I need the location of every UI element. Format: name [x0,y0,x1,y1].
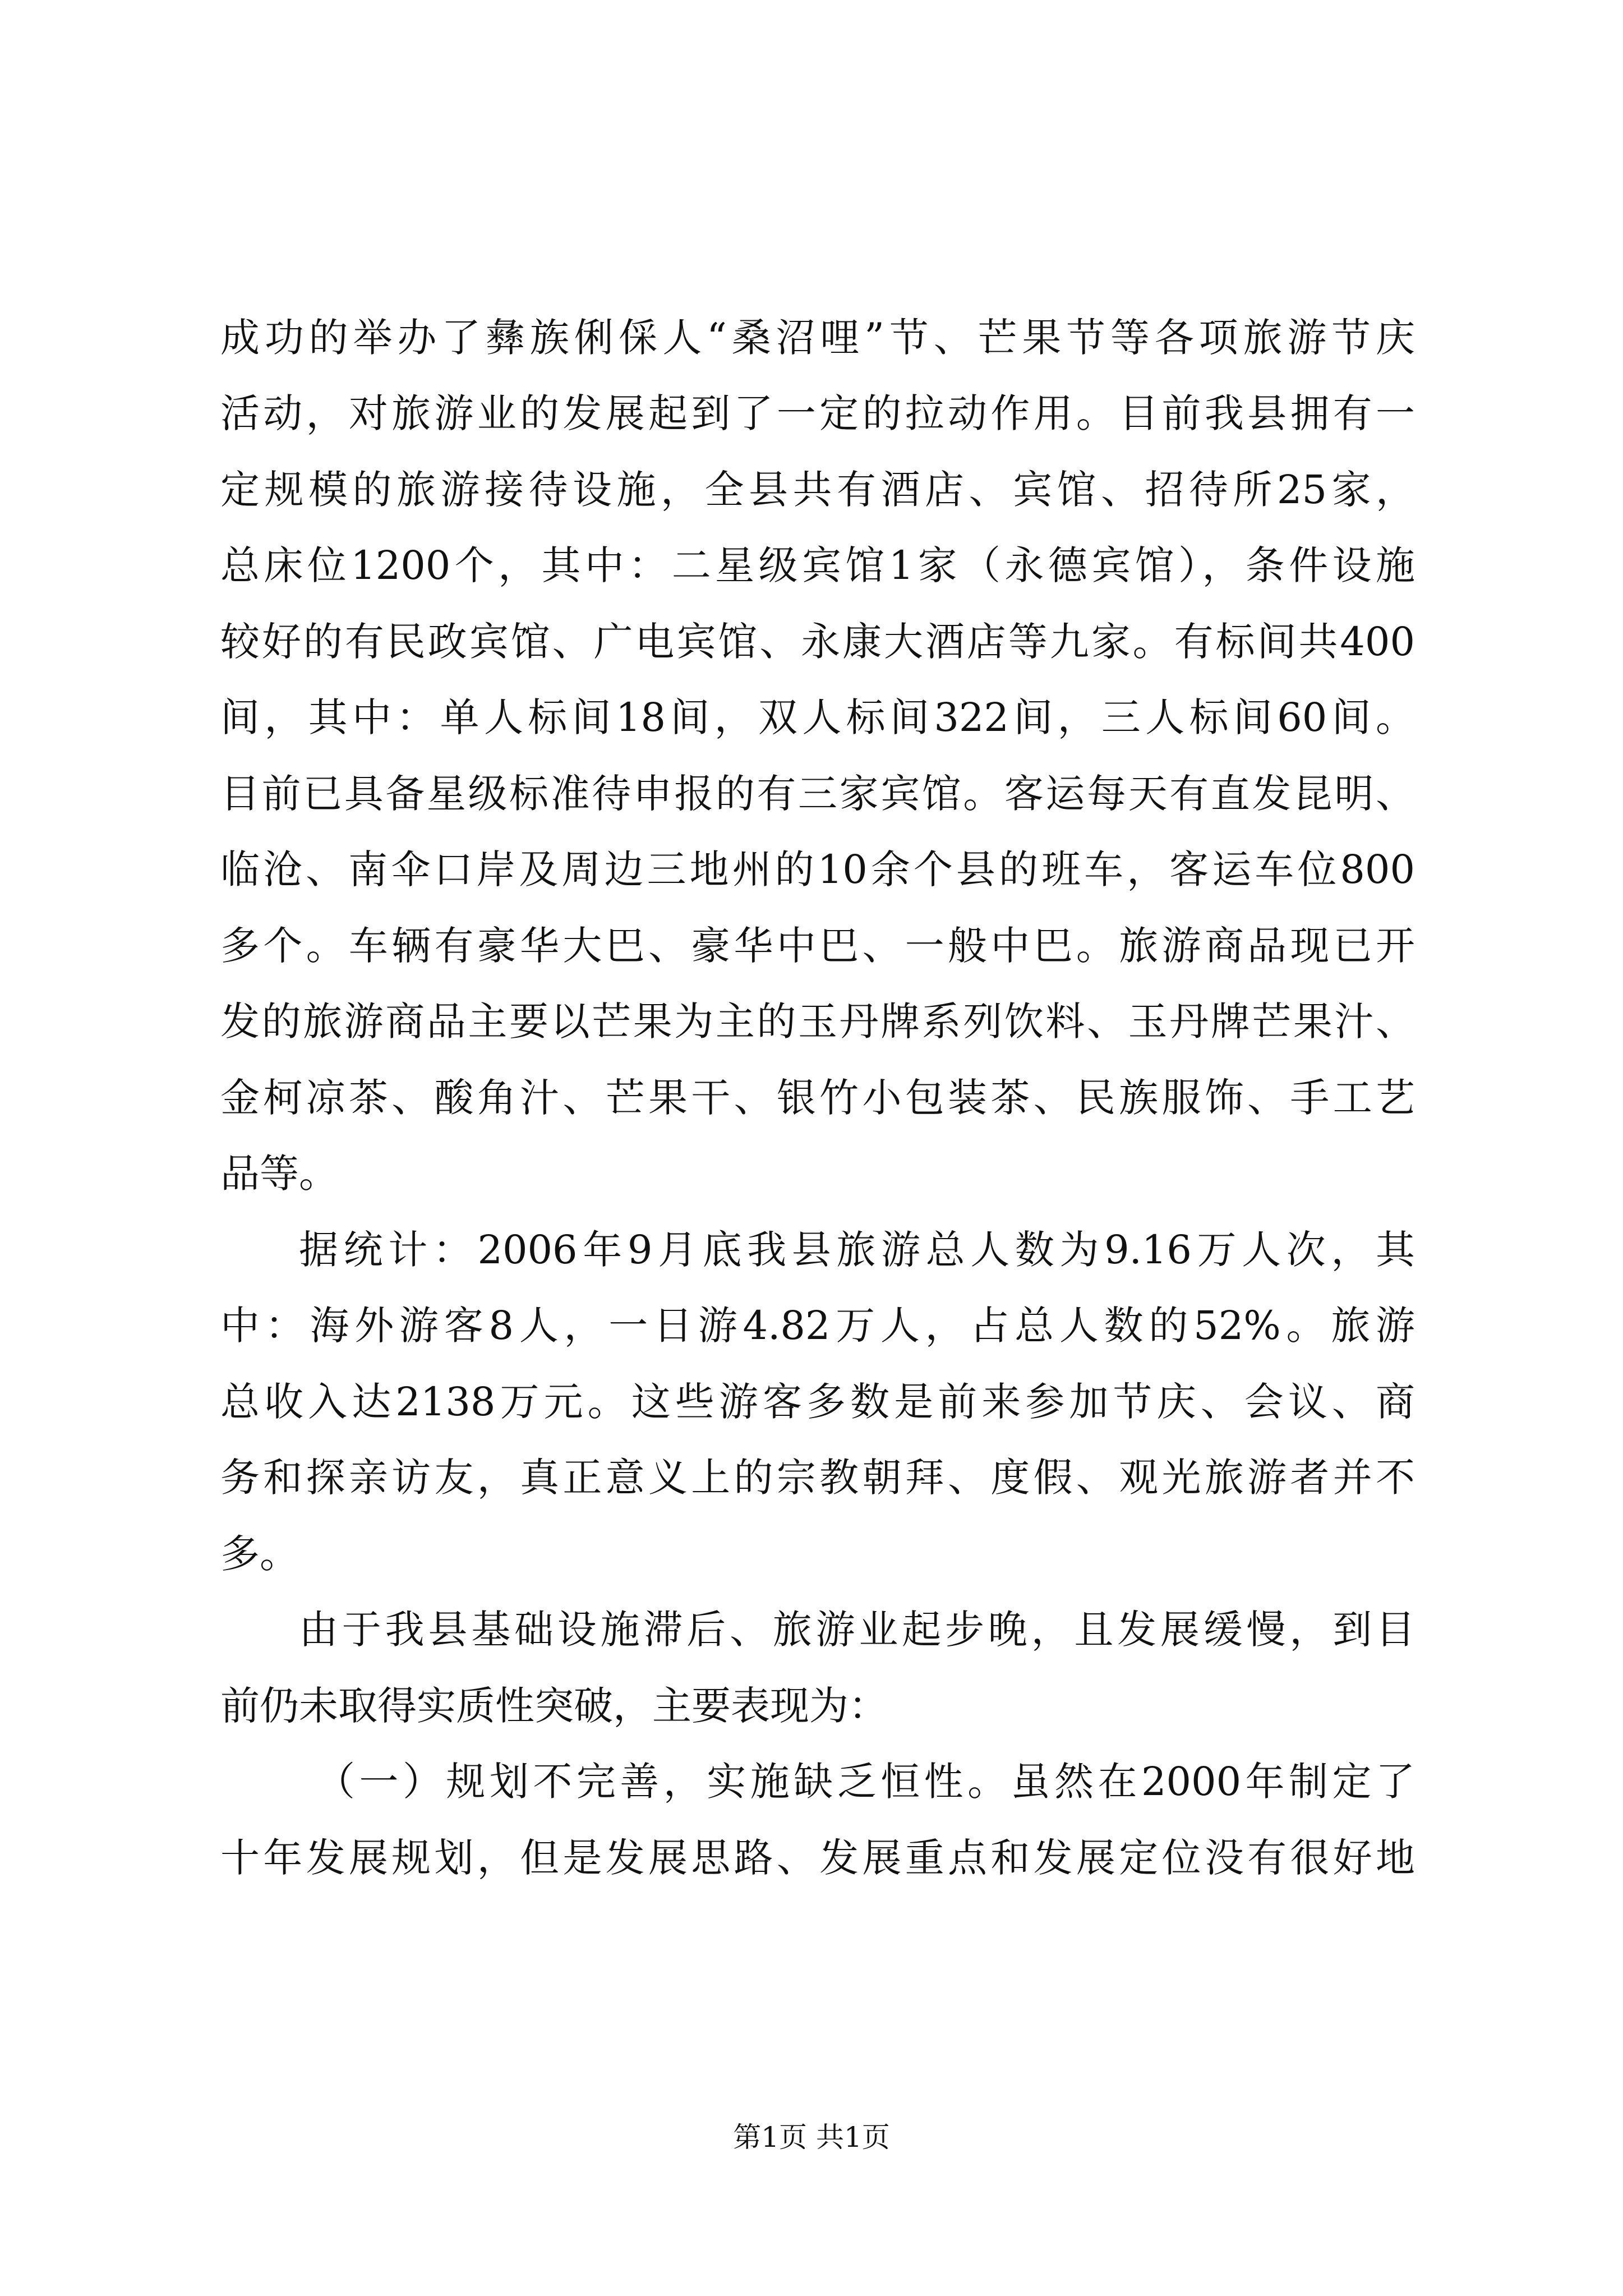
text-line: 前仍未取得实质性突破，主要表现为： [220,1683,888,1729]
text-line: 成功的举办了彝族俐倸人“桑沼哩”节、芒果节等各项旅游节庆 [220,315,1415,361]
text-line: 总收入达2138万元。这些游客多数是前来参加节庆、会议、商 [220,1379,1415,1425]
section-heading-line: （一）规划不完善，实施缺乏恒性。虽然在2000年制定了 [316,1759,1415,1805]
paragraph-first-line: 据统计：2006年9月底我县旅游总人数为9.16万人次，其 [299,1227,1415,1273]
text-line: 临沧、南伞口岸及周边三地州的10余个县的班车，客运车位800 [220,846,1415,892]
text-line: 发的旅游商品主要以芒果为主的玉丹牌系列饮料、玉丹牌芒果汁、 [220,999,1415,1045]
text-line: 多。 [220,1531,299,1577]
page-footer: 第1页 共1页 [733,2121,890,2154]
paragraph-first-line: 由于我县基础设施滞后、旅游业起步晚，且发展缓慢，到目 [299,1607,1415,1653]
text-line: 间，其中：单人标间18间，双人标间322间，三人标间60间。 [220,694,1415,740]
text-line: 目前已具备星级标准待申报的有三家宾馆。客运每天有直发昆明、 [220,771,1415,817]
text-line: 务和探亲访友，真正意义上的宗教朝拜、度假、观光旅游者并不 [220,1455,1415,1501]
text-line: 定规模的旅游接待设施，全县共有酒店、宾馆、招待所25家， [220,467,1415,513]
text-line: 较好的有民政宾馆、广电宾馆、永康大酒店等九家。有标间共400 [220,619,1415,665]
text-line: 品等。 [220,1151,338,1197]
text-line: 十年发展规划，但是发展思路、发展重点和发展定位没有很好地 [220,1835,1415,1881]
text-line: 中：海外游客8人，一日游4.82万人，占总人数的52%。旅游 [220,1303,1415,1349]
text-line: 金柯凉茶、酸角汁、芒果干、银竹小包装茶、民族服饰、手工艺 [220,1075,1415,1121]
text-line: 总床位1200个，其中：二星级宾馆1家（永德宾馆），条件设施 [220,542,1415,588]
text-line: 活动，对旅游业的发展起到了一定的拉动作用。目前我县拥有一 [220,390,1415,436]
text-line: 多个。车辆有豪华大巴、豪华中巴、一般中巴。旅游商品现已开 [220,923,1415,969]
